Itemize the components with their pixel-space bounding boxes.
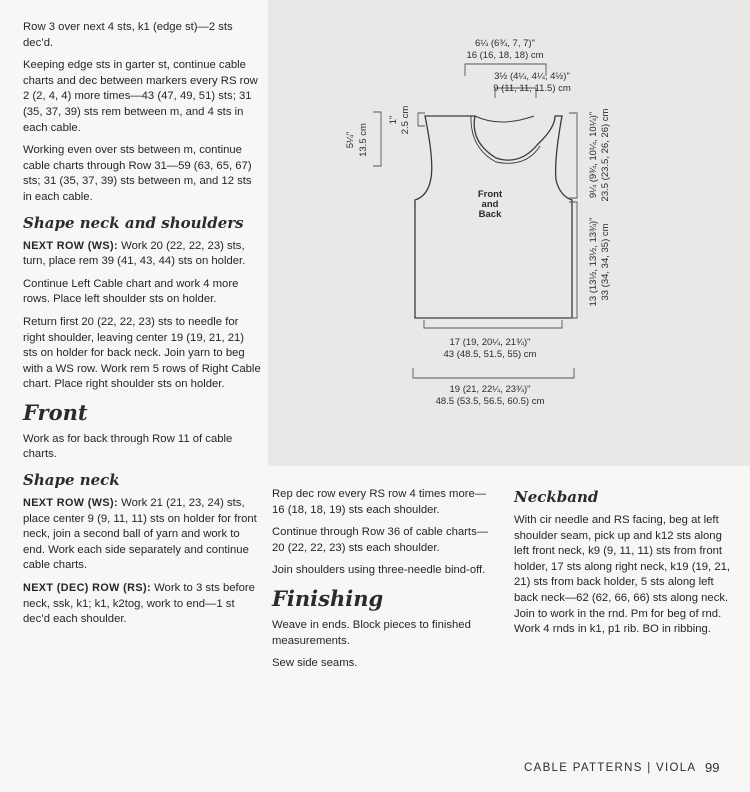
label-hem-cm: 48.5 (53.5, 56.5, 60.5) cm (435, 396, 545, 407)
label-armhole-cm: 23.5 (23.5, 26, 26) cm (600, 108, 611, 202)
label-side-cm: 33 (34, 34, 35) cm (600, 223, 611, 301)
label-neck-depth-cm: 13.5 cm (358, 123, 369, 157)
paragraph (23, 496, 261, 574)
piece-label-back: Back (478, 209, 502, 220)
label-chest-cm: 43 (48.5, 51.5, 55) cm (443, 349, 537, 360)
paragraph: Rep dec row every RS row 4 times more—16 (18, 18, 19) sts each shoulder. (272, 488, 487, 516)
paragraph (23, 239, 261, 270)
paragraph: Join shoulders using three-needle bind-off. (272, 564, 486, 577)
left-column (23, 20, 261, 635)
row-label: NEXT ROW (WS): (23, 497, 118, 510)
middle-column (272, 487, 496, 679)
label-top-width-cm: 16 (16, 18, 18) cm (466, 50, 544, 61)
paragraph: Work as for back through Row 11 of cable charts. (23, 432, 233, 461)
paragraph: Continue Left Cable chart and work 4 more rows. Place left shoulder sts on holder. (23, 277, 239, 306)
paragraph (23, 581, 261, 628)
schematic-panel (268, 0, 750, 466)
section-heading-front: Front (23, 399, 88, 425)
paragraph: Continue through Row 36 of cable charts—20 (22, 22, 23) sts each shoulder. (272, 526, 489, 554)
label-hem-in: 19 (21, 22¼, 23¾)" (449, 384, 531, 395)
label-armhole-in: 9¼ (9¾, 10¼, 10¼)" (588, 111, 599, 199)
paragraph: Weave in ends. Block pieces to finished measurements. (272, 618, 471, 647)
paragraph: Row 3 over next 4 sts, k1 (edge st)—2 sts dec’d. (23, 21, 233, 49)
neck-ribbing (471, 116, 540, 163)
paragraph: With cir needle and RS facing, beg at left shoulder seam, pick up and k12 sts along left front neck, k9 (9, 11, 11) sts from front holder, 17 sts along right neck, k19 (19, 21, 21) sts from back holder, 5 sts along left back neck—62 (62, 66, 66) sts along neck. Join to work in the rnd. Pm for beg of rnd. Work 4 rnds in k1, p1 rib. BO in ribbing. (514, 514, 731, 636)
label-chest-in: 17 (19, 20¼, 21¾)" (449, 337, 531, 348)
paragraph: Working even over sts between m, continue cable charts through Row 31—59 (63, 65, 67) sts; 31 (35, 37, 39) sts between m, and 12 sts in each cable. (23, 144, 252, 203)
row-label: NEXT (DEC) ROW (RS): (23, 582, 151, 595)
label-shoulder-in: 3½ (4¼, 4¼, 4½)" (494, 71, 570, 82)
row-text: Work 20 (22, 22, 23) sts, turn, place rem 39 (41, 43, 44) sts on holder. (23, 239, 246, 268)
section-heading-shape-neck: Shape neck (23, 471, 120, 490)
back-neckline (475, 116, 534, 122)
label-shoulder-cm: 9 (11, 11, 11.5) cm (493, 83, 571, 94)
label-top-width-in: 6¼ (6¾, 7, 7)" (475, 38, 535, 49)
label-neck-depth-in: 5¼" (345, 131, 356, 149)
section-heading-shape-neck-shoulders: Shape neck and shoulders (23, 213, 244, 232)
section-heading-neckband: Neckband (514, 488, 599, 506)
row-text: Work to 3 sts before neck, ssk, k1; k1, k2tog, work to end—1 st dec’d each shoulder. (23, 582, 255, 626)
garment-schematic (268, 0, 750, 466)
row-text: Work 21 (21, 23, 24) sts, place center 9 (9, 11, 11) sts on holder for front neck, join a second ball of yarn and work to end. Work each side separately and continue cable charts. (23, 497, 257, 572)
page-number: 99 (705, 760, 720, 775)
label-back-neck-in: 1" (388, 115, 399, 125)
label-side-in: 13 (13½, 13½, 13¾)" (588, 217, 599, 307)
paragraph: Sew side seams. (272, 657, 358, 670)
section-heading-finishing: Finishing (272, 585, 384, 611)
right-column (514, 485, 736, 645)
piece-label-front: Front (477, 189, 503, 200)
row-label: NEXT ROW (WS): (23, 239, 118, 252)
piece-label-and: and (481, 199, 499, 210)
paragraph: Keeping edge sts in garter st, continue cable charts and dec between markers every RS row 2 (2, 4, 4) more times—43 (47, 49, 51) sts; 31 (35, 37, 39) sts rem between m, and 4 sts in each cable. (23, 59, 258, 134)
label-back-neck-cm: 2.5 cm (400, 105, 411, 135)
paragraph: Return first 20 (22, 22, 23) sts to needle for right shoulder, leaving center 19 (19, 21, 21) sts on holder for back neck. Join yarn to beg with a WS row. Work rem 5 rows of Right Cable chart. Place right shoulder sts on holder. (23, 315, 261, 391)
running-head: CABLE PATTERNS | VIOLA (524, 762, 697, 774)
